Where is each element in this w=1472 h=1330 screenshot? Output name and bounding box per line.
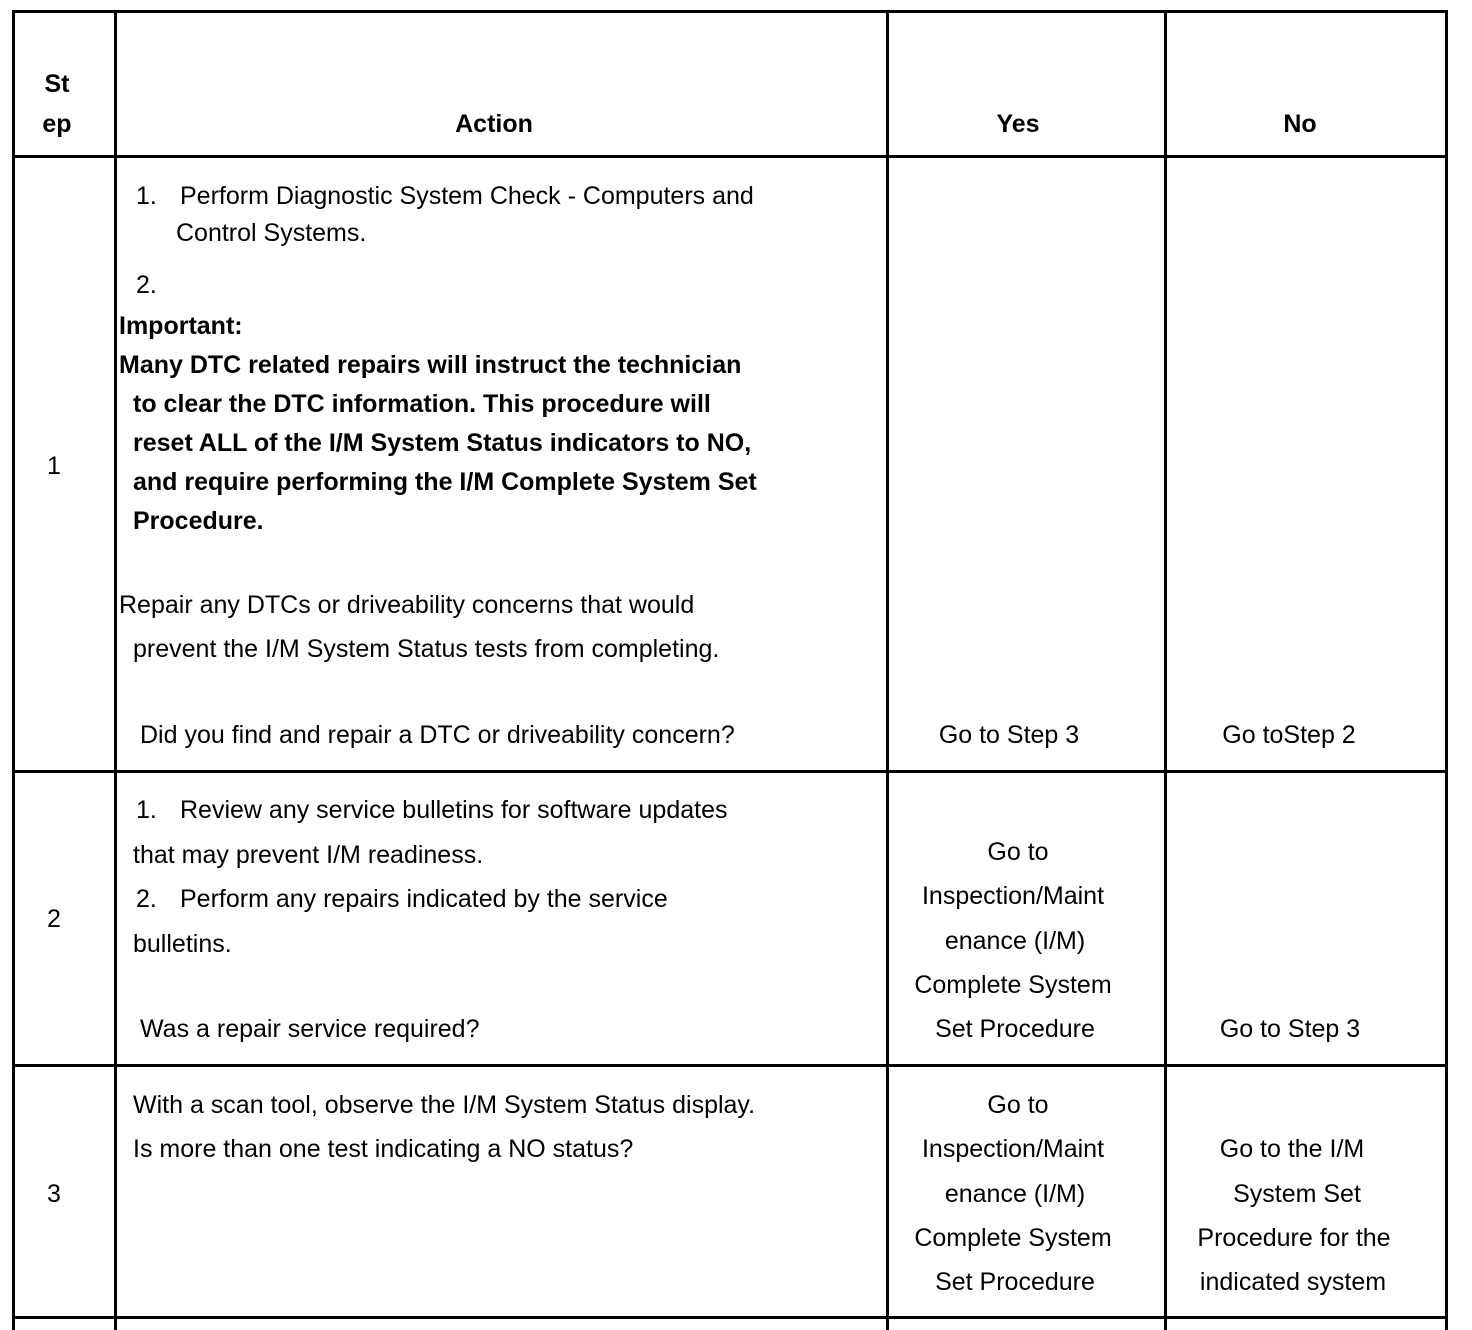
header-action: Action (455, 110, 533, 138)
important-text: to clear the DTC information. This procedure will (133, 390, 711, 418)
important-text: and require performing the I/M Complete System Set (133, 468, 757, 496)
column-divider (114, 10, 117, 1330)
yes-result: Inspection/Maint (921, 882, 1105, 910)
action-text: that may prevent I/M readiness. (133, 841, 484, 869)
no-result: Go toStep 2 (1222, 721, 1356, 749)
important-label: Important: (119, 312, 243, 340)
table-border-right (1445, 10, 1448, 1330)
table-border-left (12, 10, 15, 1330)
list-number: 2. (136, 271, 157, 299)
list-number: 2. (136, 885, 157, 913)
header-no: No (1283, 110, 1317, 138)
yes-result: Complete System (914, 971, 1112, 999)
yes-result: Go to (987, 838, 1049, 866)
action-question: Is more than one test indicating a NO status? (133, 1135, 634, 1163)
yes-result: Set Procedure (935, 1015, 1095, 1043)
action-text: Control Systems. (176, 219, 367, 247)
action-text: bulletins. (133, 930, 232, 958)
important-text: Many DTC related repairs will instruct the technician (119, 351, 742, 379)
action-question: Was a repair service required? (140, 1015, 480, 1043)
action-text: With a scan tool, observe the I/M System Status display. (133, 1091, 756, 1119)
yes-result: Go to Step 3 (938, 721, 1080, 749)
table-border-bottom (12, 1316, 1448, 1319)
action-question: Did you find and repair a DTC or driveability concern? (140, 721, 735, 749)
step-number: 3 (47, 1180, 61, 1208)
header-yes: Yes (996, 110, 1040, 138)
yes-result: Set Procedure (935, 1268, 1095, 1296)
important-text: reset ALL of the I/M System Status indicators to NO, (133, 429, 752, 457)
yes-result: enance (I/M) (944, 1180, 1086, 1208)
step-number: 2 (47, 905, 61, 933)
yes-result: enance (I/M) (944, 927, 1086, 955)
no-result: Procedure for the (1197, 1224, 1391, 1252)
action-text: Perform any repairs indicated by the service (180, 885, 668, 913)
table-border-top (12, 10, 1448, 13)
action-text: Repair any DTCs or driveability concerns that would (119, 591, 695, 619)
row-divider (12, 770, 1448, 773)
action-text: Review any service bulletins for software updates (180, 796, 728, 824)
list-number: 1. (136, 796, 157, 824)
yes-result: Inspection/Maint (921, 1135, 1105, 1163)
yes-result: Complete System (914, 1224, 1112, 1252)
step-number: 1 (47, 452, 61, 480)
important-text: Procedure. (133, 507, 264, 535)
list-number: 1. (136, 182, 157, 210)
action-text: prevent the I/M System Status tests from completing. (133, 635, 720, 663)
no-result: Go to Step 3 (1219, 1015, 1361, 1043)
no-result: indicated system (1199, 1268, 1387, 1296)
column-divider (886, 10, 889, 1330)
action-text: Perform Diagnostic System Check - Computers and (180, 182, 754, 210)
no-result: Go to the I/M (1219, 1135, 1365, 1163)
yes-result: Go to (987, 1091, 1049, 1119)
header-step-line2: ep (42, 110, 72, 138)
row-divider (12, 1064, 1448, 1067)
column-divider (1164, 10, 1167, 1330)
no-result: System Set (1233, 1180, 1361, 1208)
header-divider (12, 155, 1448, 158)
header-step-line1: St (44, 70, 70, 98)
